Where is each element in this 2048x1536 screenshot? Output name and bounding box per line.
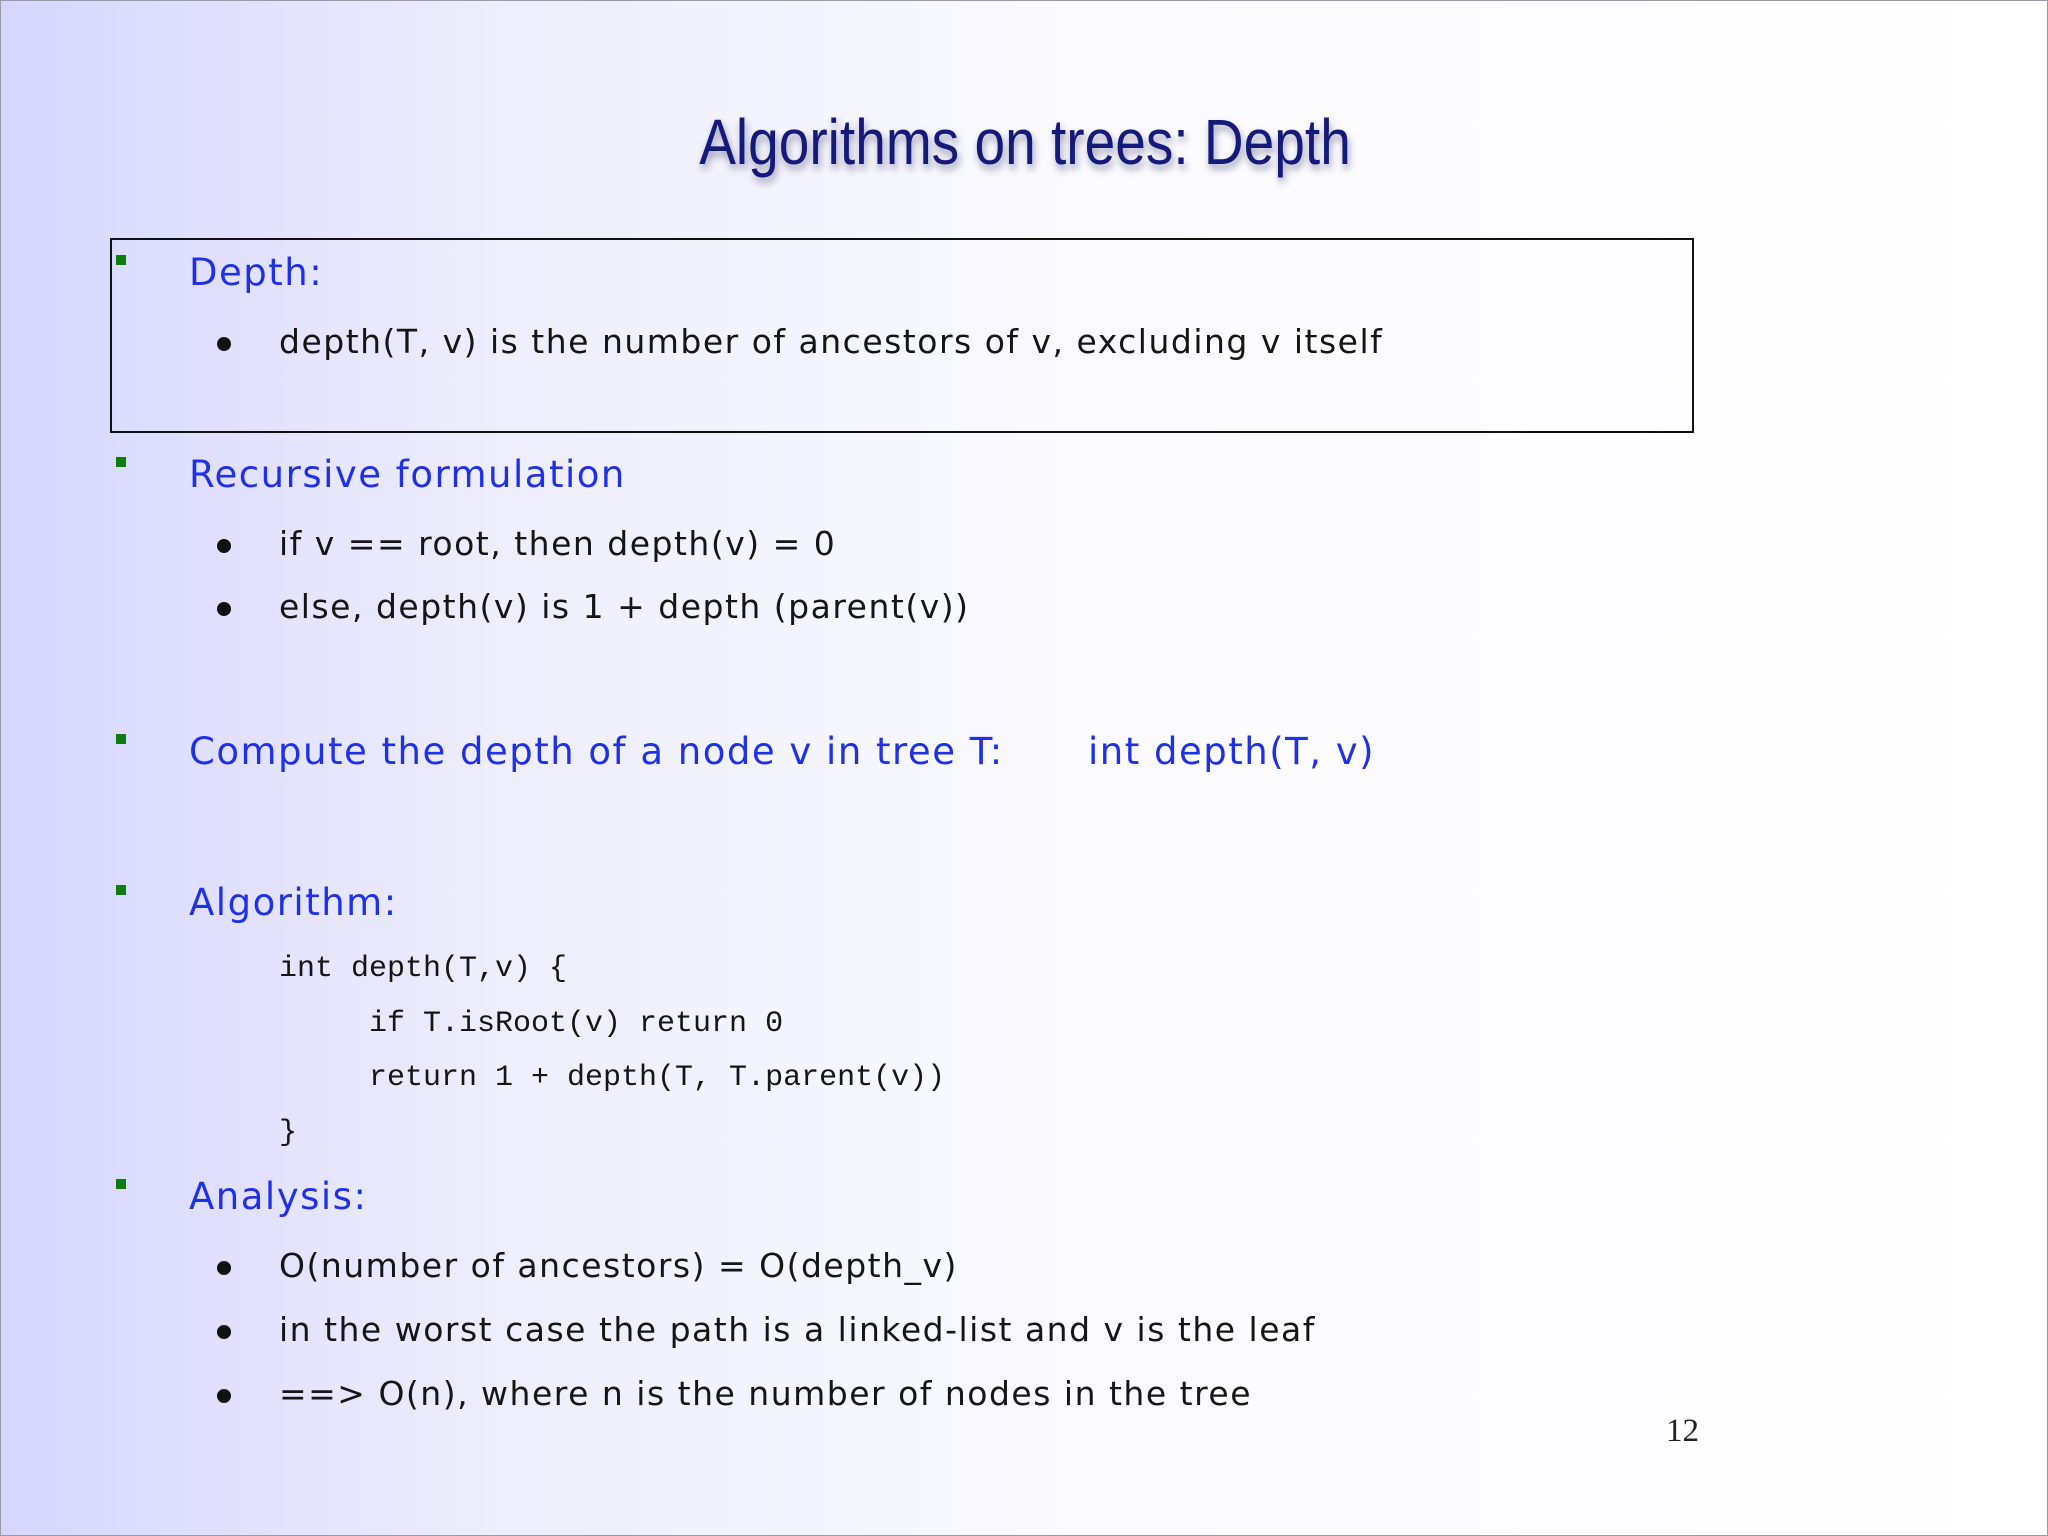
bullet-dot (217, 337, 231, 351)
code-line: return 1 + depth(T, T.parent(v)) (369, 1061, 946, 1095)
code-line: int depth(T,v) { (279, 952, 568, 986)
heading-algorithm: Algorithm: (189, 881, 398, 924)
bullet-square (116, 457, 126, 467)
bullet-square (116, 734, 126, 744)
bullet-dot (217, 1389, 231, 1403)
bullet-text: ==> O(n), where n is the number of nodes in the tree (279, 1374, 1253, 1413)
bullet-dot (217, 1261, 231, 1275)
bullet-dot (217, 602, 231, 616)
bullet-text: O(number of ancestors) = O(depth_v) (279, 1246, 958, 1285)
heading-depth: Depth: (189, 251, 324, 294)
bullet-square (116, 255, 126, 265)
bullet-text: in the worst case the path is a linked-list and v is the leaf (279, 1310, 1316, 1349)
code-line: if T.isRoot(v) return 0 (369, 1007, 784, 1041)
bullet-text: else, depth(v) is 1 + depth (parent(v)) (279, 587, 970, 626)
page-number: 12 (1666, 1413, 1699, 1449)
bullet-dot (217, 1325, 231, 1339)
bullet-dot (217, 539, 231, 553)
bullet-text: depth(T, v) is the number of ancestors of v, excluding v itself (279, 322, 1384, 361)
slide-title: Algorithms on trees: Depth (699, 106, 1351, 178)
heading-compute: Compute the depth of a node v in tree T: (189, 730, 1004, 773)
bullet-text: if v == root, then depth(v) = 0 (279, 524, 837, 563)
bullet-square (116, 885, 126, 895)
function-signature: int depth(T, v) (1088, 730, 1376, 773)
heading-recursive: Recursive formulation (189, 453, 626, 496)
bullet-square (116, 1179, 126, 1189)
heading-analysis: Analysis: (189, 1175, 368, 1218)
code-line: } (279, 1116, 298, 1150)
